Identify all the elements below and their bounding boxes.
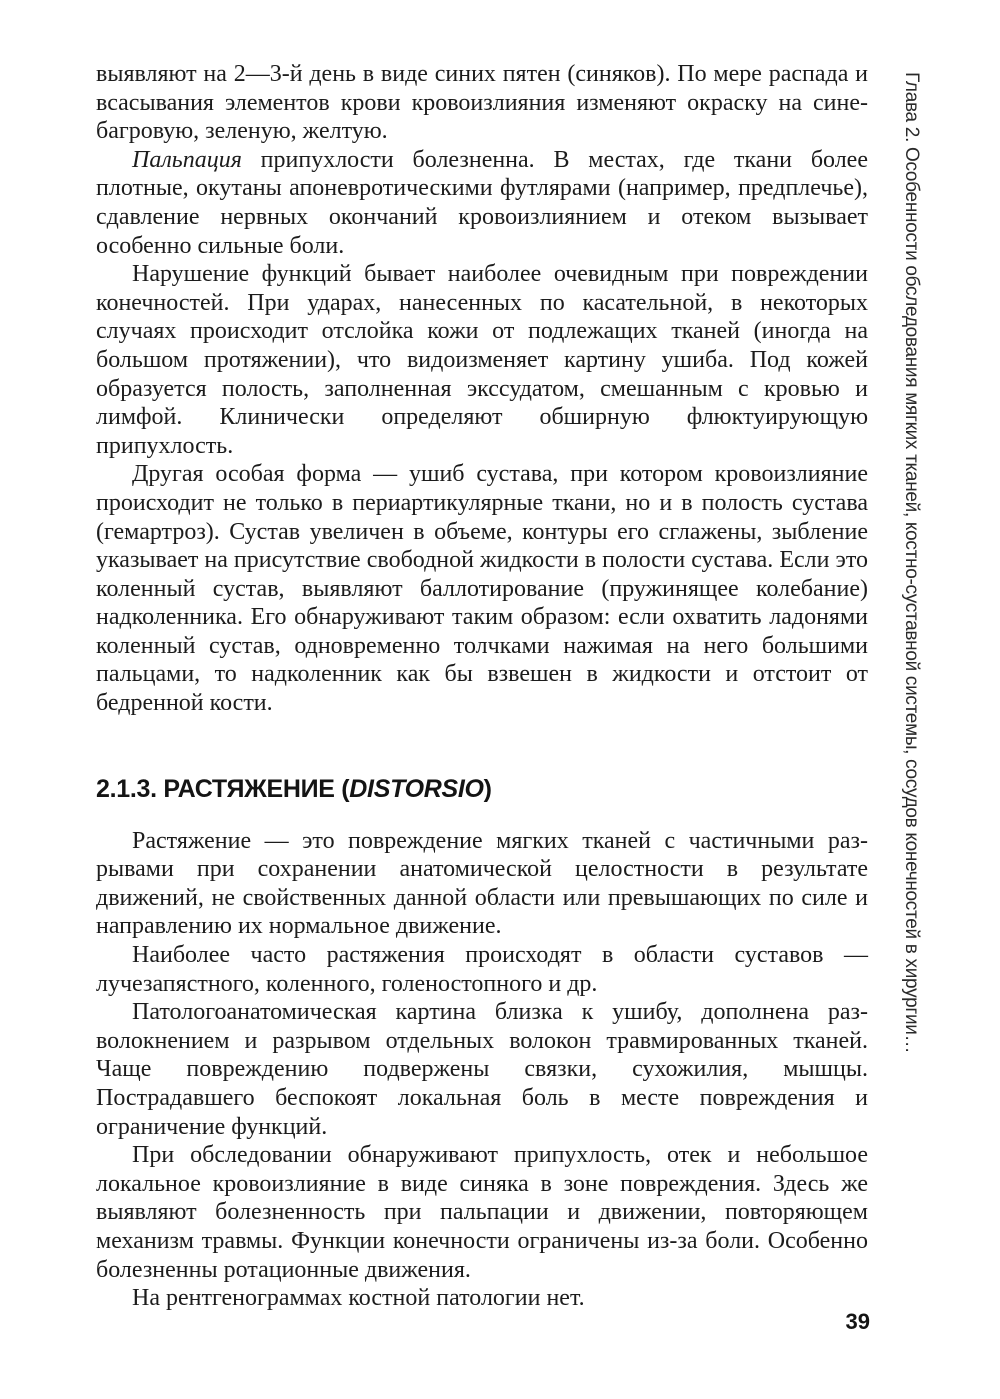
paragraph-joint-bruise	[96, 460, 868, 717]
section-heading	[96, 773, 868, 805]
section-title: 2.1.3. РАСТЯЖЕНИЕ (	[96, 774, 350, 803]
paragraph-text: Другая особая форма — ушиб сустава, при котором кровоизлияние происходит не только в периартикулярные ткани, но и в полость сустава (гемартроз). Сустав увеличен в объеме, контуры его сглажены, зыбление указывает на присутствие свободной жидкости в полости сустава. Если это коленный сустав, выявляют баллотирование (пружинящее колебание) надколенника. Его обнаруживают таким образом: если охватить ладонями коленный сустав, одновременно толчками нажимая на него большими пальцами, то надколенник как бы взвешен в жидкости и отстоит от бедренной кости.	[96, 461, 868, 717]
paragraph-text: припухлости болезненна. В местах, где ткани более плотные, окутаны апоневротическими футлярами (например, предплечье), сдавление нервных окончаний кровоизлиянием и отеком вызывает особенно сильные боли.	[96, 146, 868, 259]
section-latin-term: DISTORSIO	[349, 774, 484, 803]
paragraph-text: На рентгенограммах костной патологии нет.	[132, 1285, 585, 1312]
paragraph-palpation	[96, 146, 868, 260]
running-head: Глава 2. Особенности обследования мягких тканей, костно-суставной системы, сосудов конечностей в хирургии…	[901, 72, 922, 1054]
paragraph-text: выявляют на 2—3-й день в виде синих пятен (синяков). По мере распада и всасывания элементов крови кровоизлияния изменяют окраску на сине-багровую, зеленую, желтую.	[96, 61, 868, 145]
paragraph-examination	[96, 1141, 868, 1284]
section-title-close: )	[483, 774, 492, 803]
palpation-term: Пальпация	[132, 146, 242, 173]
paragraph-text: Патологоанатомическая картина близка к ушибу, дополнена разволокнением и разрывом отдельных волокон травмированных тканей. Чаще повреждению подвержены связки, сухожилия, мышцы. Пострадавшего беспокоят локальная боль в месте повреждения и ограничение функций.	[96, 999, 868, 1140]
page-number: 39	[845, 1309, 870, 1334]
paragraph-text: Наиболее часто растяжения происходят в области суставов — лучезапястного, коленного, голеностопного и др.	[96, 942, 868, 997]
paragraph-pathology	[96, 998, 868, 1141]
page-text-column	[96, 60, 868, 1313]
paragraph-text: При обследовании обнаруживают припухлость, отек и небольшое локальное кровоизлияние в виде синяка в зоне повреждения. Здесь же выявляют болезненность при пальпации и движении, повторяющем механизм травмы. Функции конечности ограничены из-за боли. Особенно болезненны ротационные движения.	[96, 1142, 868, 1283]
paragraph-function-impairment	[96, 260, 868, 460]
paragraph-bruise-coloring	[96, 60, 868, 146]
paragraph-radiography	[96, 1284, 868, 1313]
paragraph-text: Нарушение функций бывает наиболее очевидным при повреждении конечностей. При ударах, нанесенных по касательной, в некоторых случаях происходит отслойка кожи от подлежащих тканей (иногда на большом протяжении), что видоизменяет картину ушиба. Под кожей образуется полость, заполненная экссудатом, смешанным с кровью и лимфой. Клинически определяют обширную флюктуирующую припухлость.	[96, 261, 868, 459]
paragraph-sprain-definition	[96, 827, 868, 941]
paragraph-text: Растяжение — это повреждение мягких тканей с частичными разрывами при сохранении анатомической целостности в результате движений, не свойственных данной области или превышающих по силе и направлению их нормальное движение.	[96, 827, 868, 940]
paragraph-sprain-locations	[96, 941, 868, 998]
